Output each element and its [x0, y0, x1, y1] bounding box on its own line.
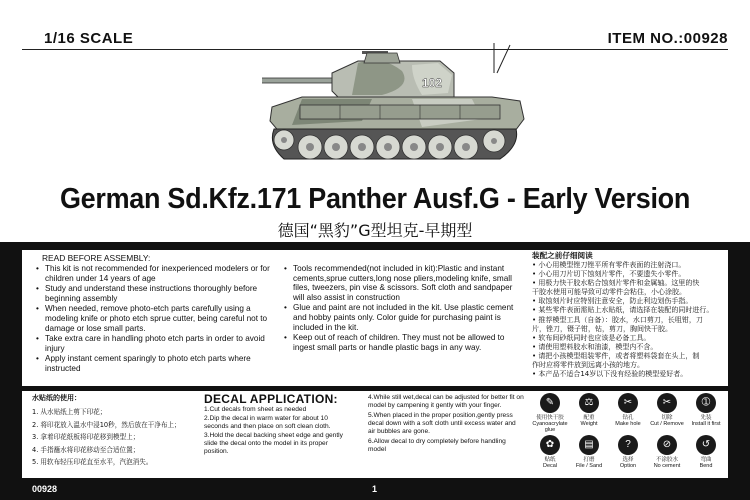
list-item: 3.Hold the decal backing sheet edge and gently slide the decal onto the model in its proper position.: [204, 432, 343, 455]
decal-icon: ✿: [540, 435, 560, 455]
install-it-first-icon: ➀: [696, 393, 716, 413]
icon-label-zh: 弯曲: [700, 457, 712, 463]
icon-label-zh: 不涂胶水: [655, 457, 678, 463]
list-item: • 本产品不适合14岁以下没有经验的模型爱好者。: [532, 370, 688, 379]
assembly-heading-zh: 装配之前仔细阅读: [532, 251, 593, 260]
list-item: • 某些零件表面需贴上水贴纸，请选择在装配的同时进行。: [532, 306, 714, 315]
icon-label: Install it first: [691, 421, 721, 427]
assembly-notes-zh: [532, 261, 726, 379]
tank-illustration: [262, 35, 532, 170]
list-item: • Tools recommended(not included in kit):Plastic and instant cements,sprue cutters,long nose pliers,modeling knife, small files, tweezers, pin vise & scissors. Soft cloth and sandpaper will also assist in construction: [284, 264, 524, 302]
icon-legend-decal: [528, 435, 572, 469]
cut-remove-icon: ✂: [657, 393, 677, 413]
icon-label-zh: 打磨: [583, 457, 595, 463]
list-item: • When needed, remove photo-etch parts carefully using a modeling knife or photo etch sprue cutter, being careful not to damage or lose small parts.: [36, 304, 286, 333]
icon-legend-no-cement: [645, 435, 689, 469]
list-item: 4. 手指蘸水将印花移动至合适位置；: [32, 445, 140, 454]
icon-legend-weight: [567, 393, 611, 427]
decal-heading: DECAL APPLICATION:: [204, 392, 338, 406]
list-item: • 推荐模型工具（自备）：胶水，水口剪刀，长咀钳，刀: [532, 315, 703, 324]
scale-label: 1/16 SCALE: [44, 30, 134, 47]
list-item: 1. 从水贴纸上剪下印花；: [32, 408, 107, 416]
icon-label-zh: 贴纸: [544, 457, 556, 463]
list-item: 2.Dip the decal in warm water for about 10 seconds and then place on soft clean cloth.: [204, 415, 331, 430]
assembly-list-1: [36, 264, 286, 375]
icon-label-zh: 切除: [661, 415, 673, 421]
list-item: • This kit is not recommended for inexperienced modelers or for children under 14 years of age: [36, 264, 286, 283]
page-subtitle-zh: 德国“黑豹”G型坦克-早期型: [277, 221, 473, 240]
cyanoacrylate-glue-icon: ✎: [540, 393, 560, 413]
make-hole-icon: ✂: [618, 393, 638, 413]
icon-legend-make-hole: [606, 393, 650, 427]
list-item: 干胶水使用可能导致可动零件会粘住，小心涂胶。: [532, 288, 686, 297]
list-item: 2. 将印花放入温水中浸10秒，然后放在干净布上；: [32, 420, 181, 429]
list-item: • Take extra care in handling photo etch parts in order to avoid injury: [36, 334, 286, 353]
decal-application-box: [22, 391, 728, 478]
icon-label: No cement: [653, 463, 681, 469]
list-item: 6.Allow decal to dry completely before handling model: [368, 438, 506, 453]
list-item: • 软布间砂纸同时也应该是必备工具。: [532, 333, 651, 342]
icon-legend-install-first: [684, 393, 728, 427]
icon-label: Cut / Remove: [650, 421, 684, 427]
icon-label-zh: 使用快干胶: [536, 415, 564, 421]
icon-label: File / Sand: [575, 463, 603, 469]
list-item: • 用极力快干胶水粘合蚀刻片零件和金属轴。这里的快: [532, 279, 700, 288]
icon-label: Make hole: [615, 421, 641, 427]
list-item: • 小心用刀片切下蚀刻片零件，不要遗失小零件。: [532, 270, 686, 279]
page-number: 1: [372, 484, 378, 494]
decal-steps-a: [204, 406, 352, 456]
bend-icon: ↺: [696, 435, 716, 455]
option-icon: ?: [618, 435, 638, 455]
assembly-heading: READ BEFORE ASSEMBLY:: [42, 253, 151, 263]
item-number: ITEM NO.:00928: [607, 30, 728, 47]
icon-label: Decal: [542, 463, 558, 469]
icon-legend-bend: [684, 435, 728, 469]
icon-legend-cut: [645, 393, 689, 427]
footer-item-number: 00928: [32, 484, 58, 494]
icon-label-zh: 先装: [700, 415, 712, 421]
list-item: • 请把小孩模型组装零件，或者将塑料袋套在头上，制: [532, 351, 700, 360]
list-item: • 取蚀刻片时应特别注意安全，防止利边划伤手指。: [532, 297, 693, 306]
list-item: 作时应将零件放到远离小孩的地方。: [532, 361, 644, 370]
decal-heading-zh: 水贴纸的使用：: [32, 394, 81, 402]
icon-label-zh: 钻孔: [622, 415, 634, 421]
list-item: 3. 拿着印花纸板将印花移到模型上；: [32, 433, 140, 441]
icon-legend-glue: [528, 393, 572, 433]
icon-label: Bend: [699, 463, 713, 469]
weight-icon: ⚖: [579, 393, 599, 413]
icon-label-zh: 配重: [583, 415, 595, 421]
icon-label: Option: [619, 463, 637, 469]
list-item: 5.When placed in the proper position,gently press decal down with a soft cloth until excess water and air bubbles are gone.: [368, 412, 516, 435]
assembly-notes-box: [22, 250, 728, 386]
icon-legend-file-sand: [567, 435, 611, 469]
list-item: • Glue and paint are not included in the kit. Use plastic cement and hobby paints only. Color guide for purchasing paint is included in the kit.: [284, 303, 524, 332]
list-item: 1.Cut decals from sheet as needed: [204, 406, 307, 413]
decal-steps-b: [368, 394, 524, 454]
list-item: • Study and understand these instructions thoroughly before beginning assembly: [36, 284, 286, 303]
list-item: 4.While still wet,decal can be adjusted for better fit on model by campening it gently with your finger.: [368, 394, 524, 409]
icon-legend-option: [606, 435, 650, 469]
list-item: • Keep out of reach of children. They must not be allowed to ingest small parts or handle plastic bags in any way.: [284, 333, 524, 352]
list-item: • 小心用模型锉刀锉平所有零件表面的注射浇口。: [532, 261, 686, 269]
file-sand-icon: ▤: [579, 435, 599, 455]
list-item: • Apply instant cement sparingly to photo etch parts where instructed: [36, 354, 286, 373]
icon-label: Cyanoacrylate glue: [532, 421, 568, 433]
list-item: • 请使用塑料胶水和油漆，模型内不含。: [532, 342, 658, 351]
list-item: 5. 用软布轻压印花直至水平，汽泡消失。: [32, 458, 153, 466]
list-item: 片，锉刀，镊子钳，钻，剪刀，胸间快干胶。: [532, 324, 672, 333]
icon-label: Weight: [580, 421, 598, 427]
no-cement-icon: ⊘: [657, 435, 677, 455]
page-title: German Sd.Kfz.171 Panther Ausf.G - Early Version: [59, 183, 691, 215]
assembly-list-2: [284, 264, 524, 353]
turret-number: 102: [422, 76, 443, 90]
decal-steps-zh: [32, 406, 202, 469]
icon-label-zh: 选择: [622, 457, 634, 463]
